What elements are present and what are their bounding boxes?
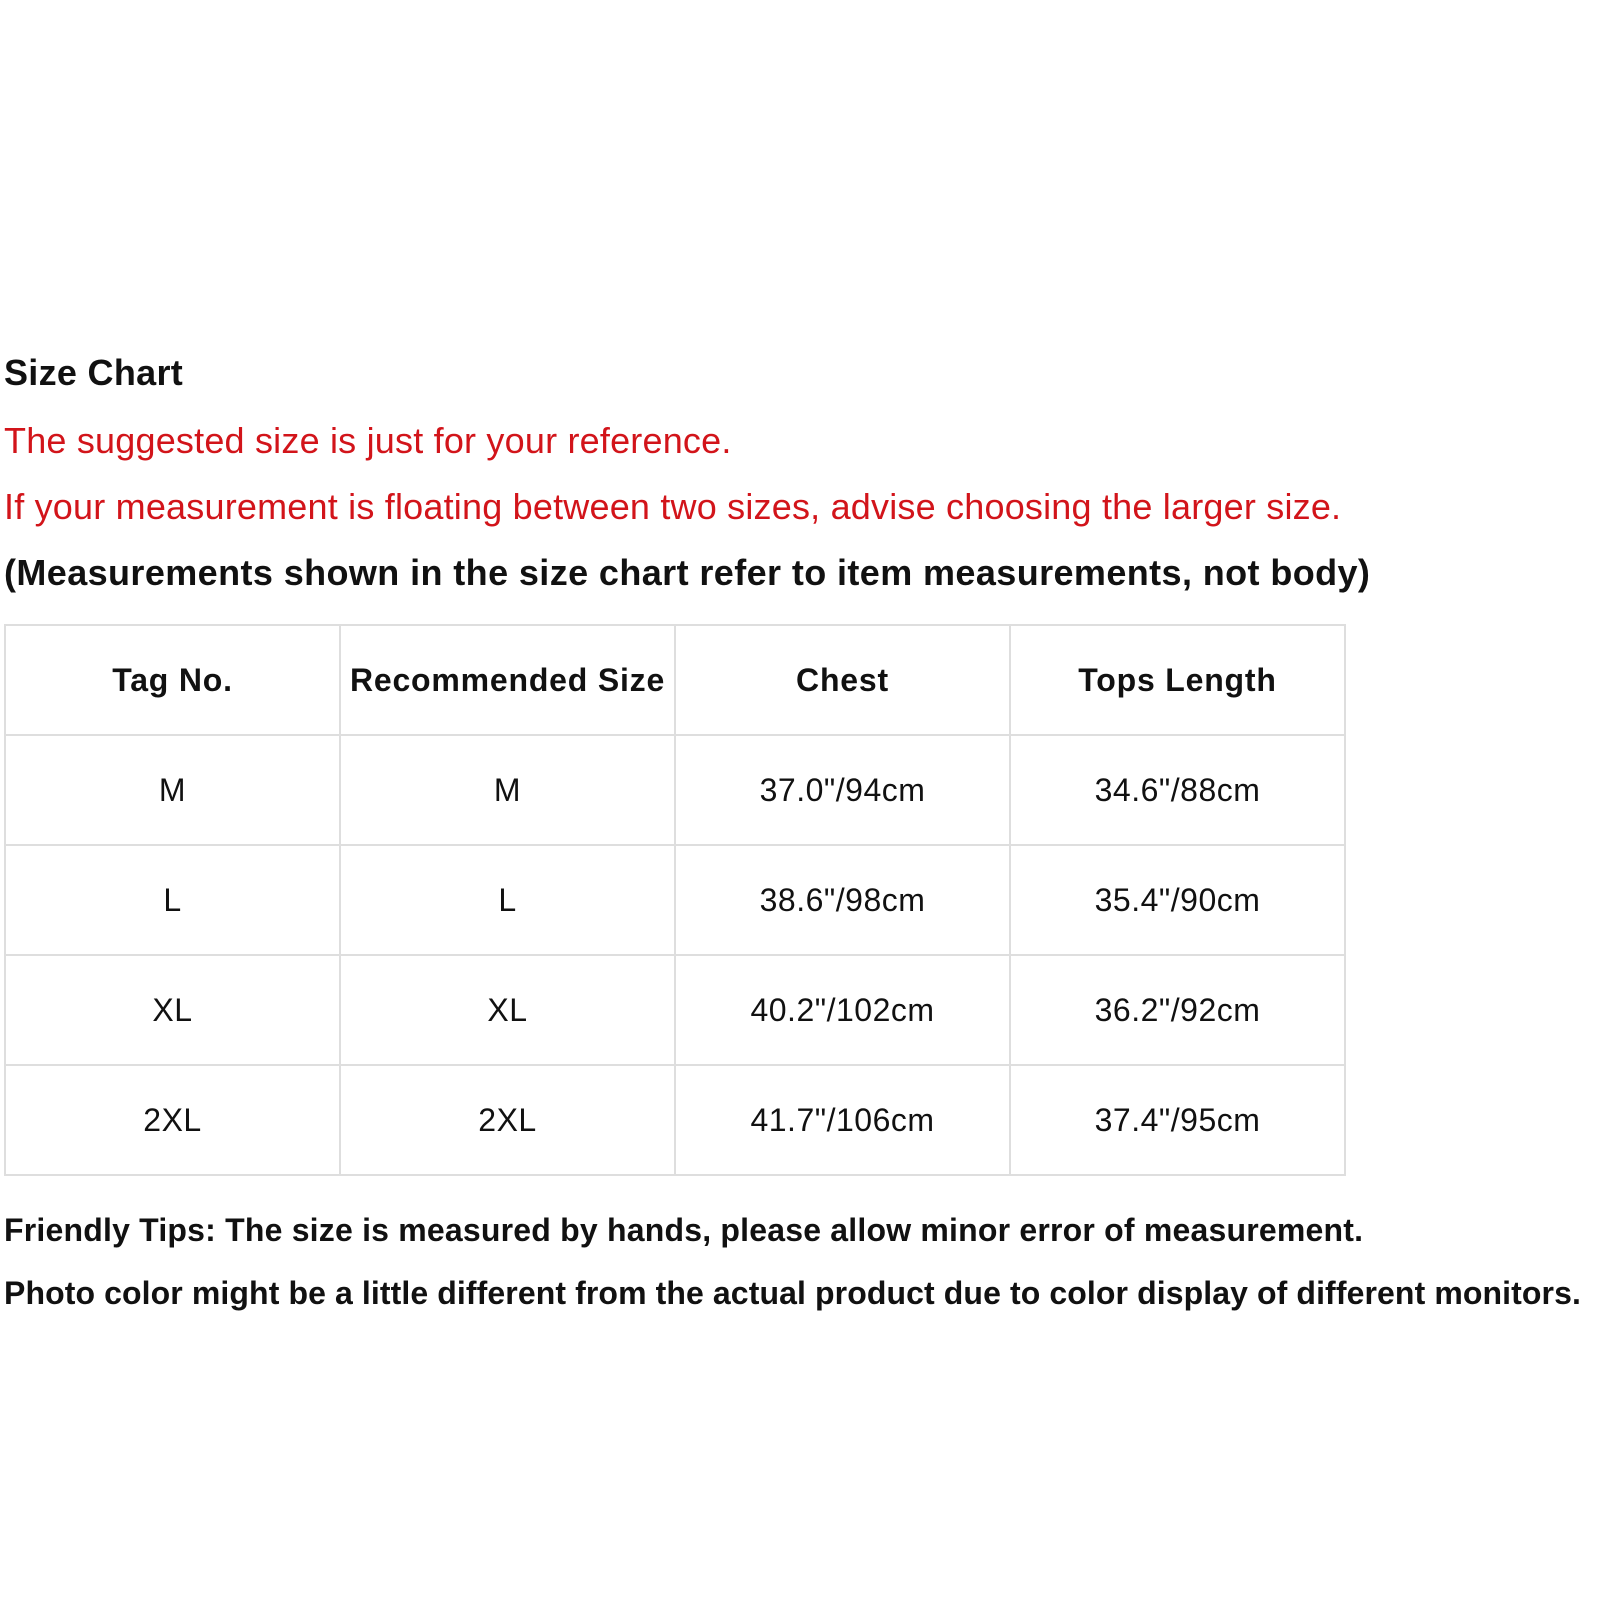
header-tops-length: Tops Length <box>1010 625 1345 735</box>
cell-tops-length: 34.6"/88cm <box>1010 735 1345 845</box>
cell-chest: 41.7"/106cm <box>675 1065 1010 1175</box>
cell-tag-no: L <box>5 845 340 955</box>
cell-chest: 38.6"/98cm <box>675 845 1010 955</box>
cell-tag-no: M <box>5 735 340 845</box>
cell-tops-length: 37.4"/95cm <box>1010 1065 1345 1175</box>
header-recommended-size: Recommended Size <box>340 625 675 735</box>
table-row <box>5 845 1345 955</box>
cell-chest: 37.0"/94cm <box>675 735 1010 845</box>
sizing-advice: If your measurement is floating between two sizes, advise choosing the larger size. <box>4 486 1342 527</box>
table-row <box>5 1065 1345 1175</box>
cell-tops-length: 35.4"/90cm <box>1010 845 1345 955</box>
page-title: Size Chart <box>4 352 184 393</box>
photo-color-note: Photo color might be a little different from the actual product due to color display of different monitors. <box>4 1275 1581 1311</box>
cell-tops-length: 36.2"/92cm <box>1010 955 1345 1065</box>
cell-recommended-size: M <box>340 735 675 845</box>
cell-tag-no: 2XL <box>5 1065 340 1175</box>
friendly-tips: Friendly Tips: The size is measured by hands, please allow minor error of measurement. <box>4 1212 1364 1248</box>
cell-recommended-size: L <box>340 845 675 955</box>
header-tag-no: Tag No. <box>5 625 340 735</box>
table-row <box>5 735 1345 845</box>
header-chest: Chest <box>675 625 1010 735</box>
cell-recommended-size: XL <box>340 955 675 1065</box>
measurement-note: (Measurements shown in the size chart refer to item measurements, not body) <box>4 552 1371 593</box>
table-row <box>5 955 1345 1065</box>
reference-note: The suggested size is just for your reference. <box>4 420 732 461</box>
size-table <box>4 624 1346 1176</box>
cell-chest: 40.2"/102cm <box>675 955 1010 1065</box>
table-header-row <box>5 625 1345 735</box>
cell-recommended-size: 2XL <box>340 1065 675 1175</box>
cell-tag-no: XL <box>5 955 340 1065</box>
